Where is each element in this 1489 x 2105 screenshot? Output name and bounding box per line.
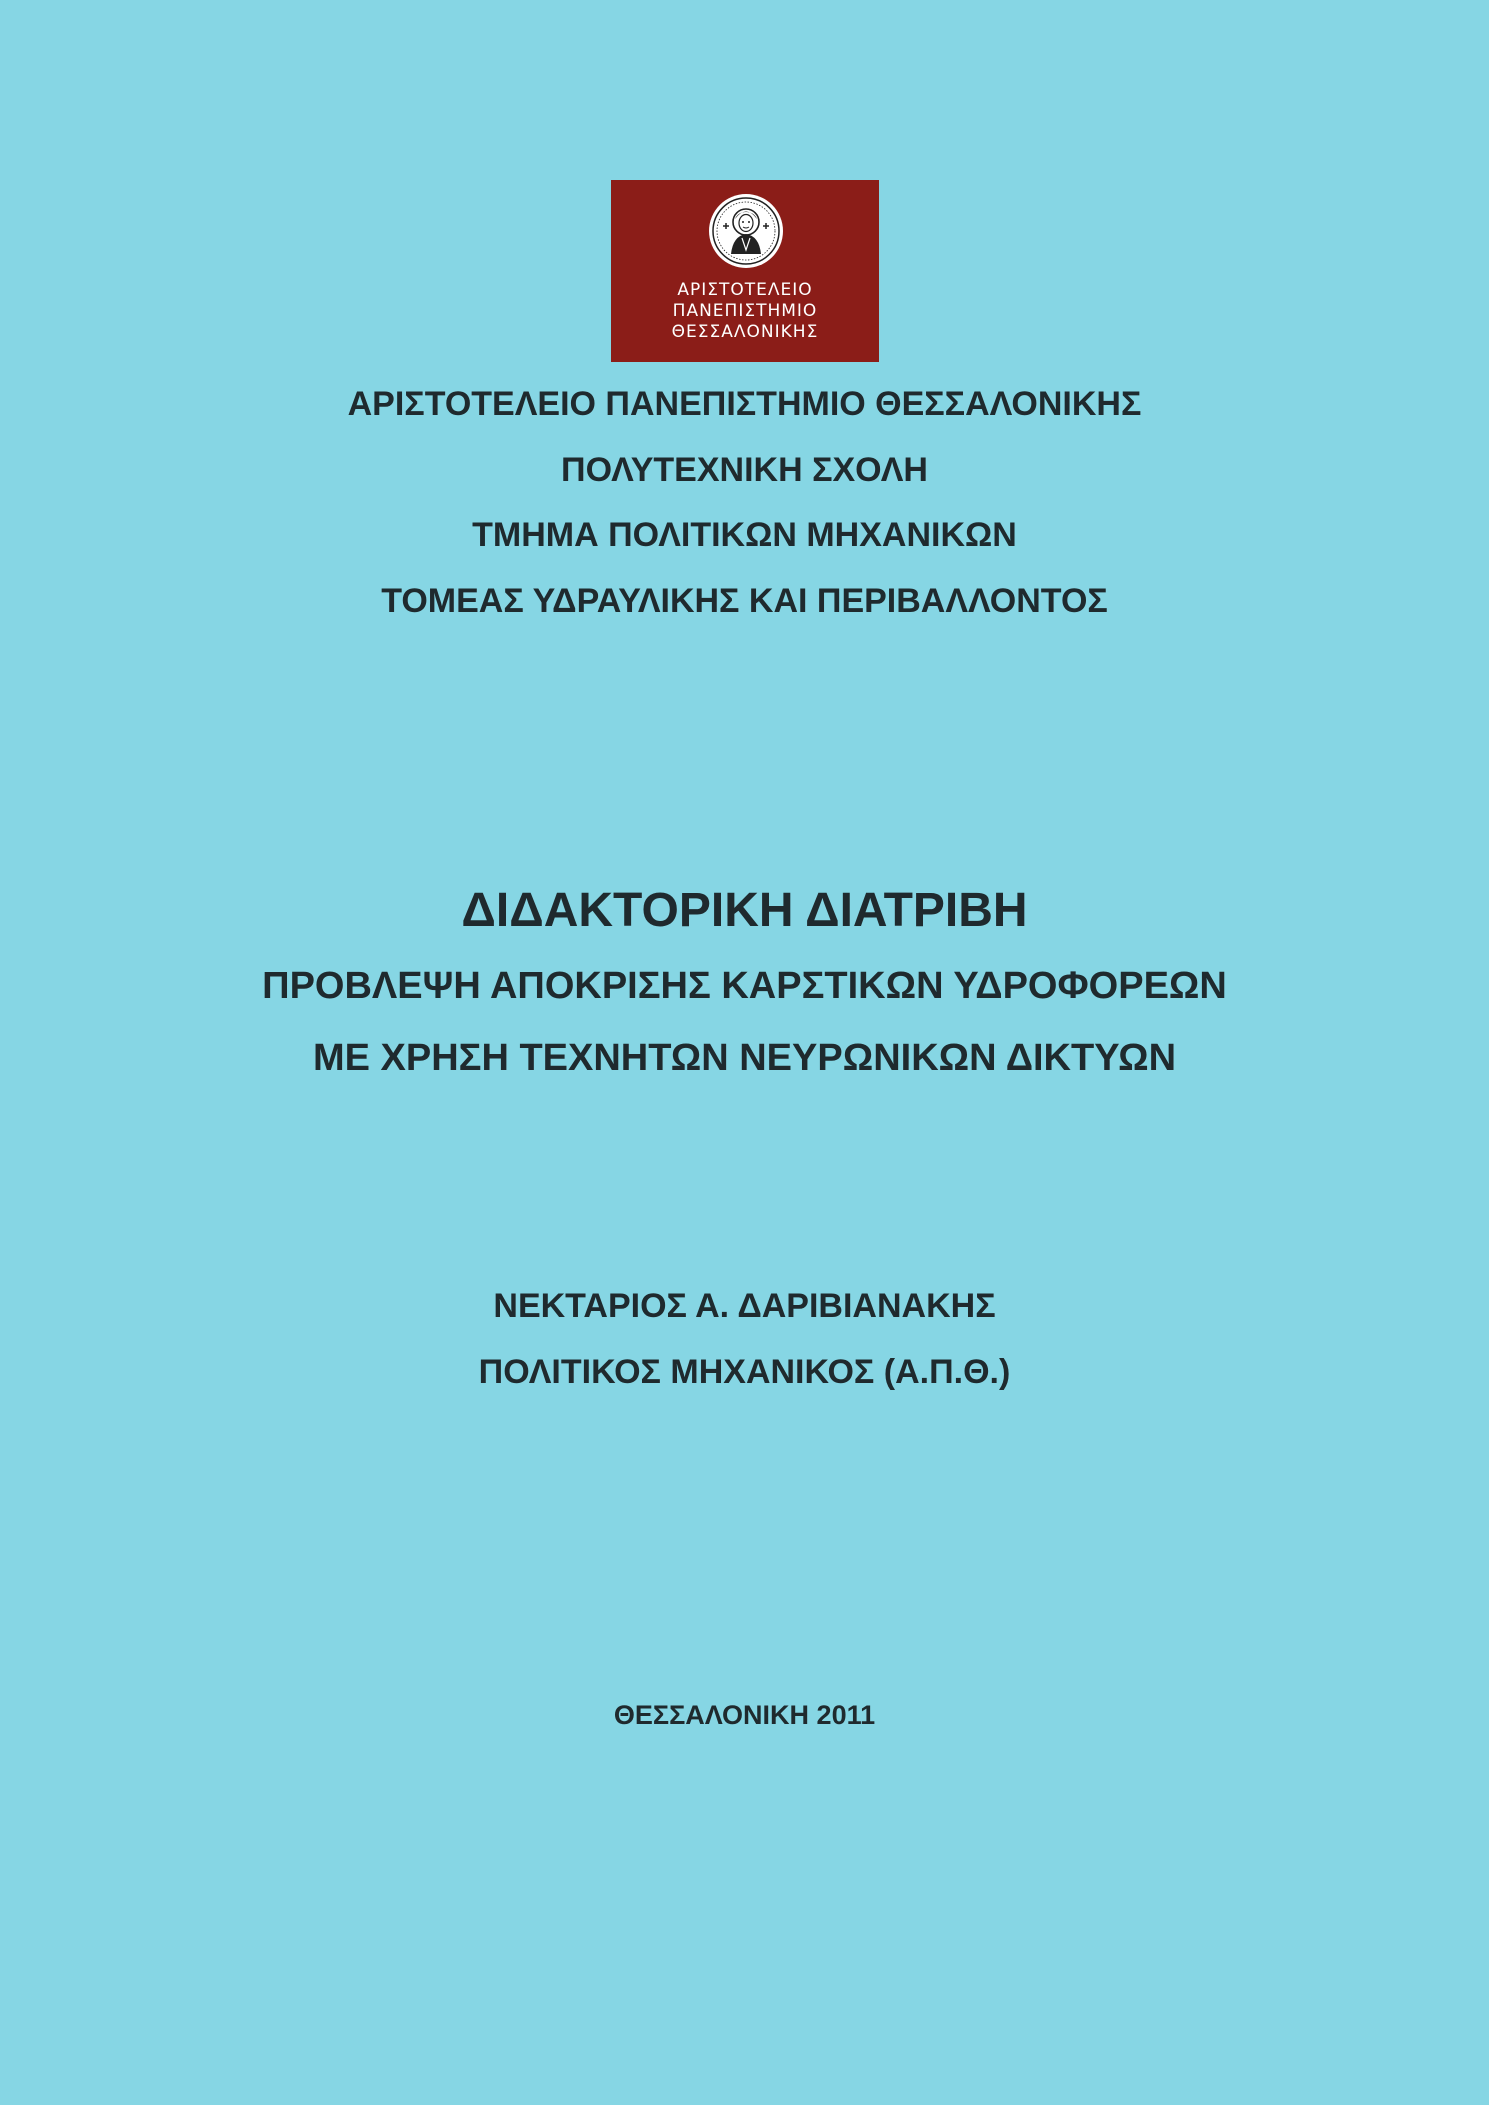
university-logo — [611, 180, 879, 362]
place-year: ΘΕΣΣΑΛΟΝΙΚΗ 2011 — [613, 1700, 876, 1730]
sector-name: ΤΟΜΕΑΣ ΥΔΡΑΥΛΙΚΗΣ ΚΑΙ ΠΕΡΙΒΑΛΛΟΝΤΟΣ — [381, 582, 1108, 620]
university-name: ΑΡΙΣΤΟΤΕΛΕΙΟ ΠΑΝΕΠΙΣΤΗΜΙΟ ΘΕΣΣΑΛΟΝΙΚΗΣ — [347, 385, 1142, 423]
saint-portrait-seal-icon — [707, 192, 785, 270]
author-title: ΠΟΛΙΤΙΚΟΣ ΜΗΧΑΝΙΚΟΣ (Α.Π.Θ.) — [478, 1353, 1011, 1391]
logo-line-1: ΑΡΙΣΤΟΤΕΛΕΙΟ — [677, 280, 813, 300]
author-name: ΝΕΚΤΑΡΙΟΣ Α. ΔΑΡΙΒΙΑΝΑΚΗΣ — [493, 1287, 996, 1325]
thesis-title-line-1: ΠΡΟΒΛΕΨΗ ΑΠΟΚΡΙΣΗΣ ΚΑΡΣΤΙΚΩΝ ΥΔΡΟΦΟΡΕΩΝ — [262, 965, 1227, 1007]
thesis-title-line-2: ΜΕ ΧΡΗΣΗ ΤΕΧΝΗΤΩΝ ΝΕΥΡΩΝΙΚΩΝ ΔΙΚΤΥΩΝ — [312, 1037, 1177, 1079]
logo-line-2: ΠΑΝΕΠΙΣΤΗΜΙΟ — [672, 301, 818, 321]
logo-wordmark — [611, 280, 879, 343]
thesis-type: ΔΙΔΑΚΤΟΡΙΚΗ ΔΙΑΤΡΙΒΗ — [461, 884, 1028, 937]
department-name: ΤΜΗΜΑ ΠΟΛΙΤΙΚΩΝ ΜΗΧΑΝΙΚΩΝ — [472, 516, 1017, 554]
logo-line-3: ΘΕΣΣΑΛΟΝΙΚΗΣ — [671, 322, 819, 342]
school-name: ΠΟΛΥΤΕΧΝΙΚΗ ΣΧΟΛΗ — [561, 451, 928, 489]
